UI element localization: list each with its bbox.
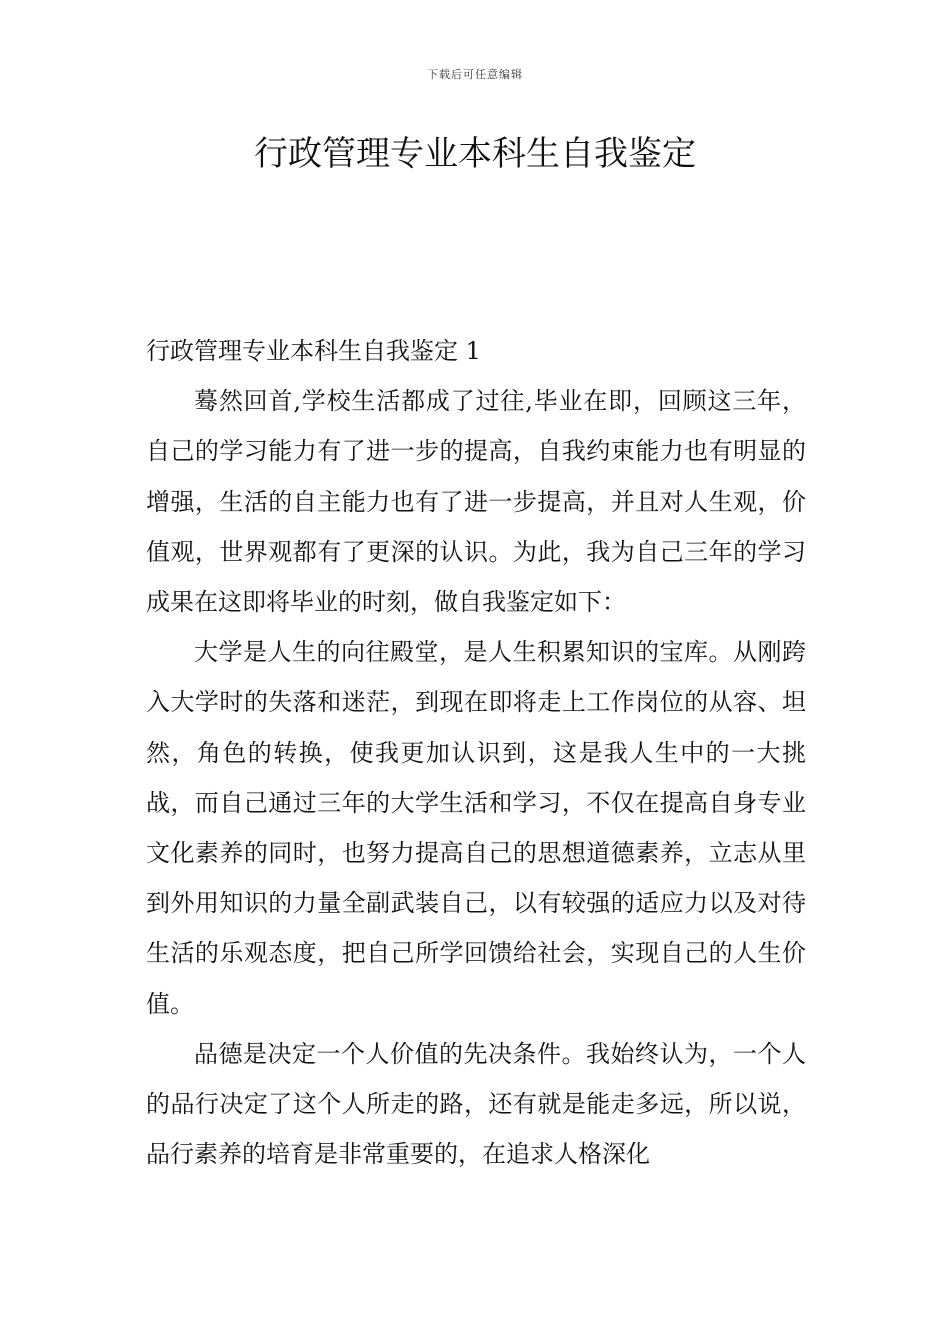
paragraph-2: 大学是人生的向往殿堂，是人生积累知识的宝库。从刚跨入大学时的失落和迷茫，到现在即将走上工作岗位的从容、坦然，角色的转换，使我更加认识到，这是我人生中的一大挑战，而自己通过三年的大学生活和学习，不仅在提高自身专业文化素养的同时，也努力提高自己的思想道德素养，立志从里到外用知识的力量全副武装自己，以有较强的适应力以及对待生活的乐观态度，把自己所学回馈给社会，实现自己的人生价值。 [146, 638, 806, 1018]
section-heading: 行政管理专业本科生自我鉴定 1 [146, 337, 481, 365]
document-title: 行政管理专业本科生自我鉴定 [254, 134, 696, 174]
document-body [146, 326, 806, 1179]
header-note: 下载后可任意编辑 [427, 68, 523, 81]
paragraph-3: 品德是决定一个人价值的先决条件。我始终认为，一个人的品行决定了这个人所走的路，还有就是能走多远，所以说，品行素养的培育是非常重要的，在追求人格深化 [146, 1039, 806, 1169]
paragraph-1: 蓦然回首,学校生活都成了过往,毕业在即，回顾这三年，自己的学习能力有了进一步的提高，自我约束能力也有明显的增强，生活的自主能力也有了进一步提高，并且对人生观，价值观，世界观都有了更深的认识。为此，我为自己三年的学习成果在这即将毕业的时刻，做自我鉴定如下： [146, 387, 806, 617]
